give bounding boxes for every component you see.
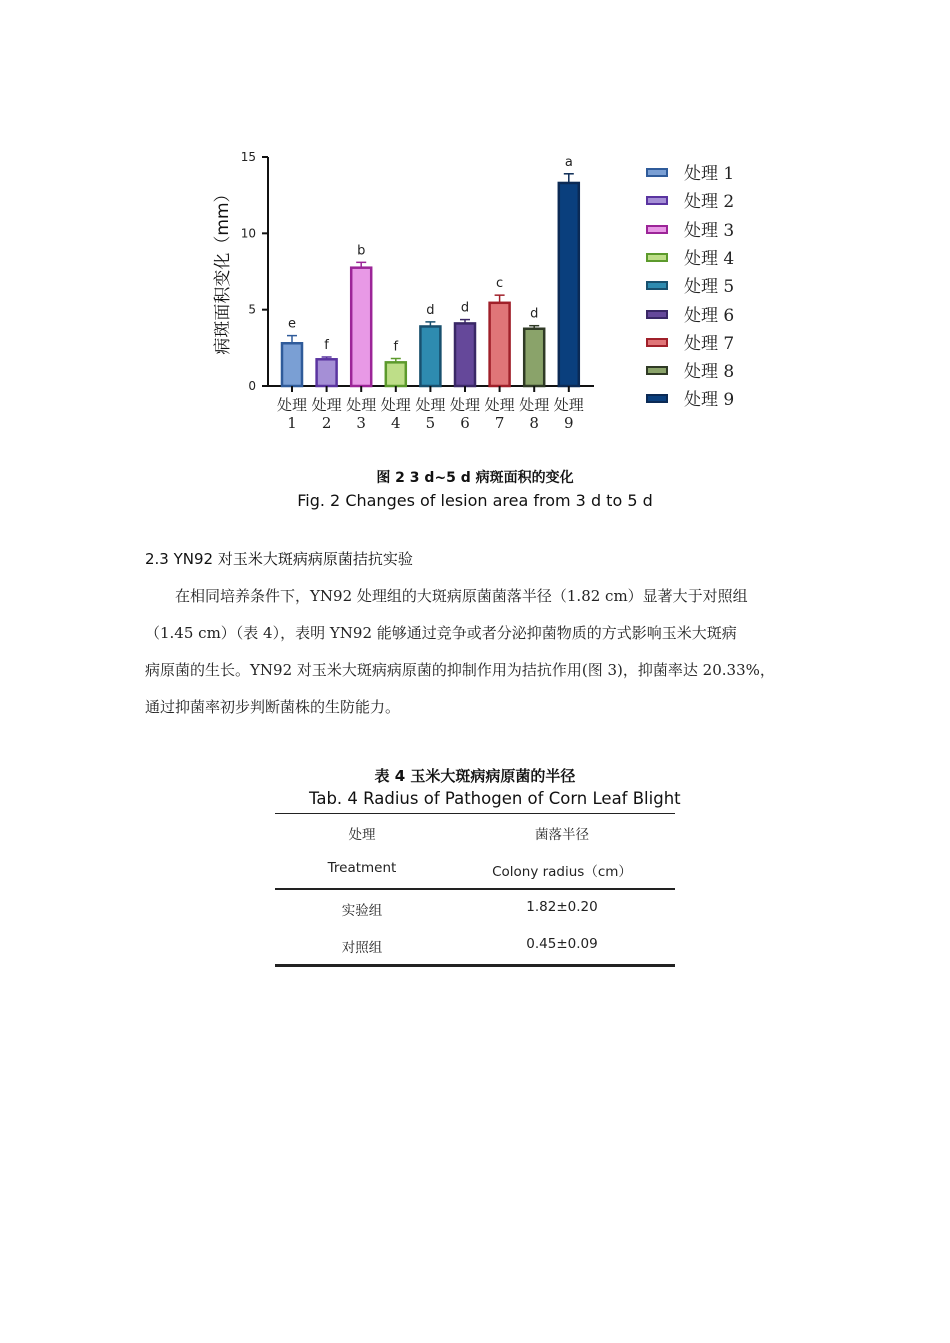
- legend-label: 处理 1: [684, 164, 735, 184]
- legend-label: 处理 5: [684, 277, 735, 298]
- x-tick-label: 处理 6: [449, 396, 481, 432]
- legend-swatch: [646, 310, 668, 319]
- y-tick-label: 0: [248, 379, 256, 393]
- table-title-en: Tab. 4 Radius of Pathogen of Corn Leaf Blight: [309, 789, 681, 808]
- significance-label: d: [530, 306, 539, 322]
- legend-swatch: [646, 338, 668, 347]
- legend-label: 处理 6: [684, 305, 735, 326]
- y-tick-label: 5: [248, 302, 256, 317]
- paragraph-line: 病原菌的生长。YN92 对玉米大斑病病原菌的抑制作用为拮抗作用(图 3)，抑菌率达 20.33%，: [145, 661, 775, 679]
- bar: [420, 326, 440, 386]
- table-mid-rule: [275, 888, 675, 890]
- bar: [317, 359, 337, 386]
- significance-label: e: [288, 316, 296, 332]
- table-cell: 0.45±0.09: [526, 936, 598, 952]
- figure-caption-en: Fig. 2 Changes of lesion area from 3 d to 5 d: [297, 491, 653, 510]
- section-heading: 2.3 YN92 对玉米大斑病病原菌拮抗实验: [145, 550, 413, 568]
- legend-swatch: [646, 196, 668, 205]
- significance-label: c: [496, 276, 504, 292]
- table-bottom-rule: [275, 964, 675, 967]
- legend-label: 处理 9: [684, 390, 735, 411]
- x-tick-label: 处理 2: [311, 396, 342, 432]
- legend-label: 处理 4: [684, 248, 735, 269]
- x-tick-label: 处理 5: [415, 396, 446, 432]
- legend-swatch: [646, 225, 668, 234]
- bar: [490, 303, 510, 386]
- legend-label: 处理 7: [684, 333, 735, 354]
- x-tick-label: 处理 7: [484, 396, 515, 432]
- legend-label: 处理 2: [684, 192, 735, 213]
- bar: [282, 343, 302, 386]
- legend-item: [646, 360, 756, 383]
- bar: [386, 362, 406, 386]
- legend-item: [646, 332, 756, 352]
- legend-item: [646, 247, 756, 267]
- legend-swatch: [646, 366, 668, 375]
- table-cell: 实验组: [341, 903, 383, 919]
- table-title-cn: 表 4 玉米大斑病病原菌的半径: [374, 767, 576, 785]
- legend-swatch: [646, 394, 668, 403]
- significance-label: a: [564, 154, 573, 170]
- x-tick-label: 处理 1: [276, 396, 308, 432]
- legend-label: 处理 3: [684, 220, 735, 241]
- x-tick-label: 处理 9: [553, 396, 584, 432]
- x-tick-label: 处理 8: [519, 396, 550, 432]
- table-cell: 对照组: [341, 940, 383, 956]
- y-axis-label: 病斑面积变化（mm）: [213, 185, 233, 355]
- x-tick-label: 处理 4: [380, 396, 411, 432]
- table-top-rule: [275, 813, 675, 814]
- header-cn-treatment: 处理: [348, 827, 376, 843]
- bar: [524, 329, 544, 386]
- bar: [559, 183, 579, 386]
- significance-label: f: [393, 339, 399, 355]
- legend-swatch: [646, 168, 668, 177]
- header-en-treatment: Treatment: [327, 860, 397, 876]
- legend-swatch: [646, 253, 668, 262]
- legend-item: [646, 162, 756, 182]
- legend-label: 处理 8: [684, 362, 735, 383]
- bar: [351, 268, 371, 386]
- paragraph-line: 在相同培养条件下，YN92 处理组的大斑病原菌菌落半径（1.82 cm）显著大于对照组: [145, 587, 748, 605]
- significance-label: b: [357, 243, 366, 259]
- header-cn-radius: 菌落半径: [535, 827, 589, 843]
- significance-label: d: [426, 302, 435, 318]
- bar: [455, 323, 475, 386]
- legend-item: [646, 190, 756, 213]
- significance-label: f: [324, 337, 329, 353]
- y-tick-label: 10: [240, 226, 256, 241]
- x-tick-label: 处理 3: [346, 396, 377, 432]
- significance-label: d: [460, 300, 470, 316]
- legend-swatch: [646, 281, 668, 290]
- table-cell: 1.82±0.20: [526, 899, 598, 915]
- figure-caption-cn: 图 2 3 d~5 d 病斑面积的变化: [376, 470, 574, 486]
- legend-item: [646, 304, 756, 324]
- y-tick-label: 15: [240, 150, 256, 164]
- paragraph-line: （1.45 cm）（表 4），表明 YN92 能够通过竞争或者分泌抑菌物质的方式影响玉米大斑病: [145, 624, 737, 642]
- header-en-radius: Colony radius（cm）: [492, 864, 632, 880]
- bar-chart: [200, 130, 600, 460]
- paragraph-line: 通过抑菌率初步判断菌株的生防能力。: [145, 698, 401, 716]
- legend-item: [646, 275, 756, 298]
- legend-item: [646, 388, 756, 411]
- legend-item: [646, 219, 756, 239]
